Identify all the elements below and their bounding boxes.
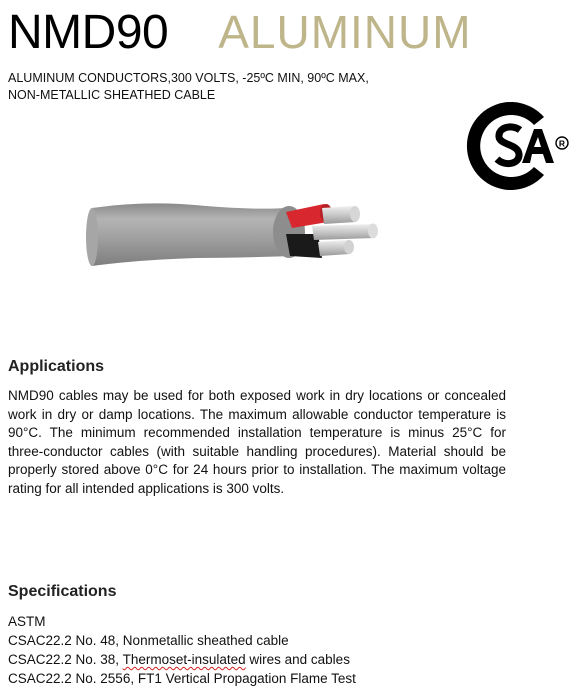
subtitle-line-2: NON-METALLIC SHEATHED CABLE — [8, 88, 216, 102]
applications-body: NMD90 cables may be used for both exposed work in dry locations or concealed work in dry or damp locations. The maximum allowable conductor temperature is 90°C. The minimum recommended installation temperature is minus 25°C for three-conductor cables (with suitable handling procedures). Material should be properly stored above 0°C for 24 hours prior to installation. The maximum voltage rating for all intended applications is 300 volts. — [8, 388, 506, 496]
spec-item — [8, 650, 356, 669]
product-name: NMD90 — [8, 6, 169, 59]
svg-text:R: R — [558, 138, 566, 149]
specifications-heading: Specifications — [8, 583, 117, 600]
spec-item-prefix: CSAC22.2 No. 38, — [8, 652, 123, 667]
spellcheck-flagged-word: Thermoset-insulated — [122, 652, 246, 667]
spec-item-suffix: wires and cables — [245, 652, 350, 667]
subtitle-line-1: ALUMINUM CONDUCTORS,300 VOLTS, -25ºC MIN, 90ºC MAX, — [8, 71, 369, 85]
spec-item: CSAC22.2 No. 48, Nonmetallic sheathed cable — [8, 633, 289, 648]
spec-item: ASTM — [8, 614, 46, 629]
title-row — [8, 4, 472, 61]
material-name: ALUMINUM — [218, 6, 472, 58]
product-subtitle — [8, 70, 369, 104]
cable-illustration — [86, 186, 386, 276]
csa-certification-logo — [462, 97, 572, 195]
spec-item: CSAC22.2 No. 2556, FT1 Vertical Propagation Flame Test — [8, 671, 356, 686]
applications-heading: Applications — [8, 358, 105, 375]
specifications-list — [8, 612, 356, 688]
